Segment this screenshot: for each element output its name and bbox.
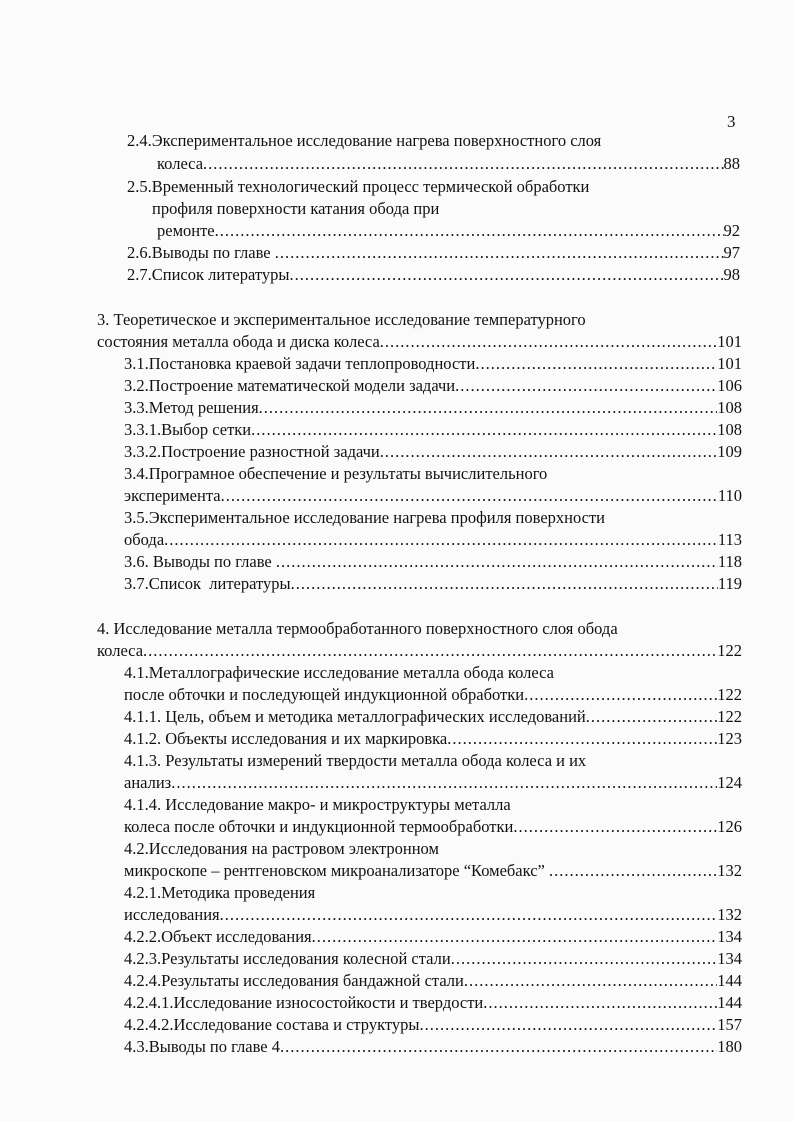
toc-entry: 3.1.Постановка краевой задачи теплопроводности ..... 101 xyxy=(124,353,742,375)
toc-entry: профиля поверхности катания обода при xyxy=(152,199,440,218)
toc-entry: 4.1.1. Цель, объем и методика металлографических исследований ..... 122 xyxy=(124,706,742,728)
toc-entry: ремонте ..... 92 xyxy=(157,220,740,242)
toc-entry: колеса после обточки и индукционной термообработки ..... 126 xyxy=(124,816,742,838)
toc-entry: колеса ..... 88 xyxy=(157,153,740,175)
toc-entry: 4.2.1.Методика проведения xyxy=(124,883,316,902)
toc-entry: 4.1.2. Объекты исследования и их маркировка ..... 123 xyxy=(124,728,742,750)
dot-leader xyxy=(280,1036,717,1058)
toc-entry: обода ..... 113 xyxy=(124,529,742,551)
toc-entry: состояния металла обода и диска колеса ..... 101 xyxy=(97,331,742,353)
dot-leader xyxy=(289,264,723,286)
dot-leader xyxy=(291,573,718,595)
dot-leader xyxy=(380,441,718,463)
dot-leader xyxy=(483,992,717,1014)
toc-entry: после обточки и последующей индукционной обработки ..... 122 xyxy=(124,684,742,706)
dot-leader xyxy=(143,640,717,662)
dot-leader xyxy=(380,331,717,353)
toc-entry: 4. Исследование металла термообработанного поверхностного слоя обода xyxy=(97,619,618,638)
dot-leader xyxy=(513,816,717,838)
dot-leader xyxy=(586,706,718,728)
toc-entry: микроскопе – рентгеновском микроанализаторе “Комебакс” ..... 132 xyxy=(124,860,742,882)
dot-leader xyxy=(171,772,717,794)
toc-entry: 4.1.3. Результаты измерений твердости металла обода колеса и их xyxy=(124,751,587,770)
toc-entry: 3.3.2.Построение разностной задачи ..... 109 xyxy=(124,441,742,463)
toc-entry: 2.5.Временный технологический процесс термической обработки xyxy=(127,177,590,196)
toc-entry: 4.2.4.1.Исследование износостойкости и твердости ..... 144 xyxy=(124,992,742,1014)
dot-leader xyxy=(475,353,717,375)
dot-leader xyxy=(276,551,718,573)
toc-entry: эксперимента ..... 110 xyxy=(124,485,742,507)
dot-leader xyxy=(447,728,717,750)
toc-entry: 3. Теоретическое и экспериментальное исследование температурного xyxy=(97,310,586,329)
dot-leader xyxy=(259,397,718,419)
dot-leader xyxy=(215,220,724,242)
dot-leader xyxy=(455,375,717,397)
toc-entry: 4.2.2.Объект исследования ..... 134 xyxy=(124,926,742,948)
toc-entry: 2.6.Выводы по главе ..... 97 xyxy=(127,242,740,264)
toc-entry: 4.1.4. Исследование макро- и микроструктуры металла xyxy=(124,795,511,814)
dot-leader xyxy=(203,153,723,175)
dot-leader xyxy=(549,860,717,882)
toc-entry: 3.5.Экспериментальное исследование нагрева профиля поверхности xyxy=(124,508,606,527)
toc-entry: 4.2.Исследования на растровом электронном xyxy=(124,839,439,858)
toc-entry: 4.1.Металлографические исследование металла обода колеса xyxy=(124,663,554,682)
toc-entry: 3.2.Построение математической модели задачи ..... 106 xyxy=(124,375,742,397)
toc-entry: 3.6. Выводы по главе ..... 118 xyxy=(124,551,742,573)
dot-leader xyxy=(464,970,717,992)
dot-leader xyxy=(220,904,718,926)
dot-leader xyxy=(164,529,718,551)
toc-entry: 3.7.Список литературы ..... 119 xyxy=(124,573,742,595)
toc-entry: колеса ..... 122 xyxy=(97,640,742,662)
dot-leader xyxy=(419,1014,717,1036)
toc-entry: 3.3.1.Выбор сетки ..... 108 xyxy=(124,419,742,441)
dot-leader xyxy=(221,485,718,507)
toc-entry: 4.2.3.Результаты исследования колесной стали ..... 134 xyxy=(124,948,742,970)
dot-leader xyxy=(451,948,718,970)
toc-entry: 3.4.Програмное обеспечение и результаты вычислительного xyxy=(124,464,548,483)
toc-entry: 2.4.Экспериментальное исследование нагрева поверхностного слоя xyxy=(127,131,602,150)
toc-entry: 4.3.Выводы по главе 4 ..... 180 xyxy=(124,1036,742,1058)
page-number: 3 xyxy=(727,112,736,131)
dot-leader xyxy=(524,684,717,706)
toc-entry: анализ ..... 124 xyxy=(124,772,742,794)
dot-leader xyxy=(251,419,717,441)
toc-entry: 4.2.4.Результаты исследования бандажной стали ..... 144 xyxy=(124,970,742,992)
toc-entry: 2.7.Список литературы ..... 98 xyxy=(127,264,740,286)
dot-leader xyxy=(312,926,718,948)
toc-entry: 3.3.Метод решения ..... 108 xyxy=(124,397,742,419)
toc-entry: 4.2.4.2.Исследование состава и структуры ..... 157 xyxy=(124,1014,742,1036)
dot-leader xyxy=(275,242,724,264)
toc-entry: исследования ..... 132 xyxy=(124,904,742,926)
